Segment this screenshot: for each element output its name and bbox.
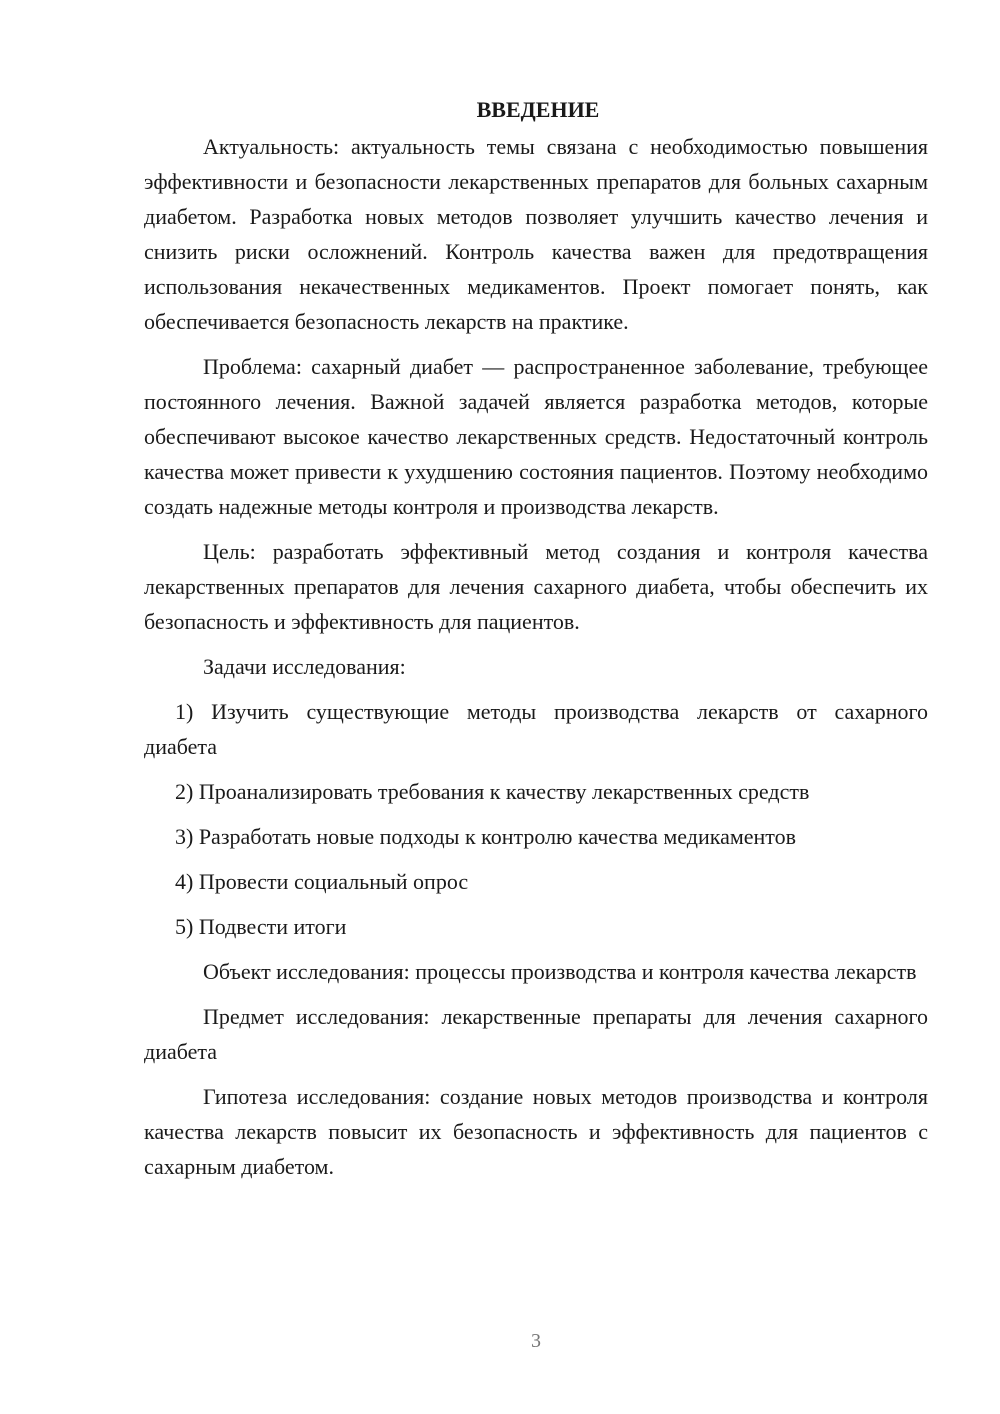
page-number: 3 [531, 1330, 541, 1352]
list-item: 3) Разработать новые подходы к контролю качества медикаментов [175, 824, 797, 849]
list-item: 4) Провести социальный опрос [175, 869, 469, 894]
relevance-paragraph: Актуальность: актуальность темы связана с необходимостью повышения эффективности и безопасности лекарственных препаратов для больных сахарным диабетом. Разработка новых методов позволяет улучшить качество лечения и снизить риски осложнений. Контроль качества важен для предотвращения использования некачественных медикаментов. Проект помогает понять, как обеспечивается безопасность лекарств на практике. [144, 134, 928, 334]
list-item: 1) Изучить существующие методы производства лекарств от сахарного диабета [144, 699, 928, 759]
tasks-list [144, 694, 928, 944]
subject-paragraph: Предмет исследования: лекарственные препараты для лечения сахарного диабета [144, 1004, 928, 1064]
object-paragraph: Объект исследования: процессы производства и контроля качества лекарств [203, 959, 917, 984]
problem-paragraph: Проблема: сахарный диабет — распространенное заболевание, требующее постоянного лечения. Важной задачей является разработка методов, которые обеспечивают высокое качество лекарственных средств. Недостаточный контроль качества может привести к ухудшению состояния пациентов. Поэтому необходимо создать надежные методы контроля и производства лекарств. [144, 354, 928, 519]
list-item: 5) Подвести итоги [175, 914, 347, 939]
list-item: 2) Проанализировать требования к качеству лекарственных средств [175, 779, 810, 804]
tasks-heading: Задачи исследования: [203, 654, 406, 679]
hypothesis-paragraph: Гипотеза исследования: создание новых методов производства и контроля качества лекарств повысит их безопасность и эффективность для пациентов с сахарным диабетом. [144, 1084, 928, 1179]
page-title: ВВЕДЕНИЕ [476, 97, 600, 122]
goal-paragraph: Цель: разработать эффективный метод создания и контроля качества лекарственных препаратов для лечения сахарного диабета, чтобы обеспечить их безопасность и эффективность для пациентов. [144, 539, 928, 634]
document-page [144, 92, 928, 1194]
